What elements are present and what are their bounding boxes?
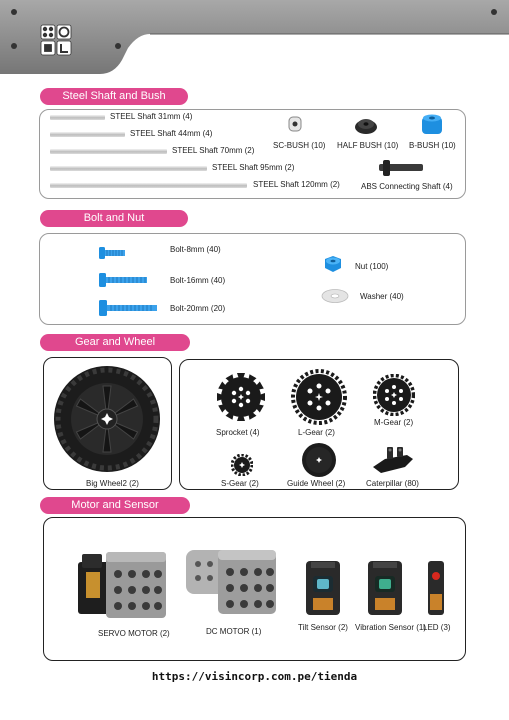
l-shape-icon bbox=[57, 41, 71, 55]
bolt-16-image bbox=[99, 273, 149, 287]
nut-label: Nut (100) bbox=[355, 262, 389, 271]
square-icon bbox=[41, 41, 55, 55]
guide-wheel-image bbox=[301, 442, 337, 478]
vibration-sensor-label: Vibration Sensor (1) bbox=[355, 623, 426, 632]
circle-icon bbox=[57, 25, 71, 39]
sc-bush-image bbox=[286, 115, 304, 133]
big-wheel-image bbox=[52, 364, 162, 474]
nut-image bbox=[321, 255, 345, 273]
m-gear-image bbox=[373, 374, 415, 416]
washer-image bbox=[321, 288, 349, 304]
dc-motor-image bbox=[184, 544, 280, 620]
section-title-shaft: Steel Shaft and Bush bbox=[40, 88, 188, 105]
shaft-95 bbox=[50, 166, 207, 171]
tilt-sensor-image bbox=[305, 560, 341, 616]
shaft-70 bbox=[50, 149, 167, 154]
grid-icon bbox=[41, 25, 55, 39]
b-bush-image bbox=[420, 113, 444, 137]
led-label: LED (3) bbox=[423, 623, 451, 632]
section-title-motor: Motor and Sensor bbox=[40, 497, 190, 514]
caterpillar-label: Caterpillar (80) bbox=[366, 479, 419, 488]
header-icons bbox=[40, 24, 72, 56]
shaft-31-label: STEEL Shaft 31mm (4) bbox=[110, 112, 193, 121]
tilt-sensor-label: Tilt Sensor (2) bbox=[298, 623, 348, 632]
s-gear-label: S-Gear (2) bbox=[221, 479, 259, 488]
sprocket-image bbox=[213, 369, 269, 425]
shaft-95-label: STEEL Shaft 95mm (2) bbox=[212, 163, 295, 172]
abs-shaft-label: ABS Connecting Shaft (4) bbox=[361, 182, 453, 191]
servo-motor-image bbox=[76, 548, 168, 624]
shaft-120-label: STEEL Shaft 120mm (2) bbox=[253, 180, 340, 189]
b-bush-label: B-BUSH (10) bbox=[409, 141, 456, 150]
guide-wheel-label: Guide Wheel (2) bbox=[287, 479, 346, 488]
shaft-70-label: STEEL Shaft 70mm (2) bbox=[172, 146, 255, 155]
sc-bush-label: SC-BUSH (10) bbox=[273, 141, 326, 150]
s-gear-image bbox=[231, 454, 253, 476]
shaft-31 bbox=[50, 115, 105, 120]
l-gear-image bbox=[291, 369, 347, 425]
header-band bbox=[0, 0, 509, 78]
shaft-44 bbox=[50, 132, 125, 137]
big-wheel-label: Big Wheel2 (2) bbox=[86, 479, 139, 488]
half-bush-image bbox=[353, 116, 379, 136]
bolt-20-label: Bolt-20mm (20) bbox=[170, 304, 226, 313]
washer-label: Washer (40) bbox=[360, 292, 404, 301]
sprocket-label: Sprocket (4) bbox=[216, 428, 260, 437]
bolt-8-image bbox=[99, 246, 129, 260]
m-gear-label: M-Gear (2) bbox=[374, 418, 414, 427]
servo-motor-label: SERVO MOTOR (2) bbox=[98, 629, 170, 638]
section-title-bolt: Bolt and Nut bbox=[40, 210, 188, 227]
section-title-gear: Gear and Wheel bbox=[40, 334, 190, 351]
vibration-sensor-image bbox=[367, 560, 403, 616]
dc-motor-label: DC MOTOR (1) bbox=[206, 627, 262, 636]
half-bush-label: HALF BUSH (10) bbox=[337, 141, 399, 150]
bolt-8-label: Bolt-8mm (40) bbox=[170, 245, 221, 254]
footer-url[interactable]: https://visincorp.com.pe/tienda bbox=[151, 670, 358, 683]
bolt-16-label: Bolt-16mm (40) bbox=[170, 276, 226, 285]
abs-shaft-image bbox=[377, 158, 425, 178]
bolt-20-image bbox=[99, 300, 159, 316]
caterpillar-image bbox=[371, 445, 415, 475]
led-image bbox=[427, 560, 445, 616]
shaft-44-label: STEEL Shaft 44mm (4) bbox=[130, 129, 213, 138]
shaft-120 bbox=[50, 183, 247, 188]
l-gear-label: L-Gear (2) bbox=[298, 428, 335, 437]
